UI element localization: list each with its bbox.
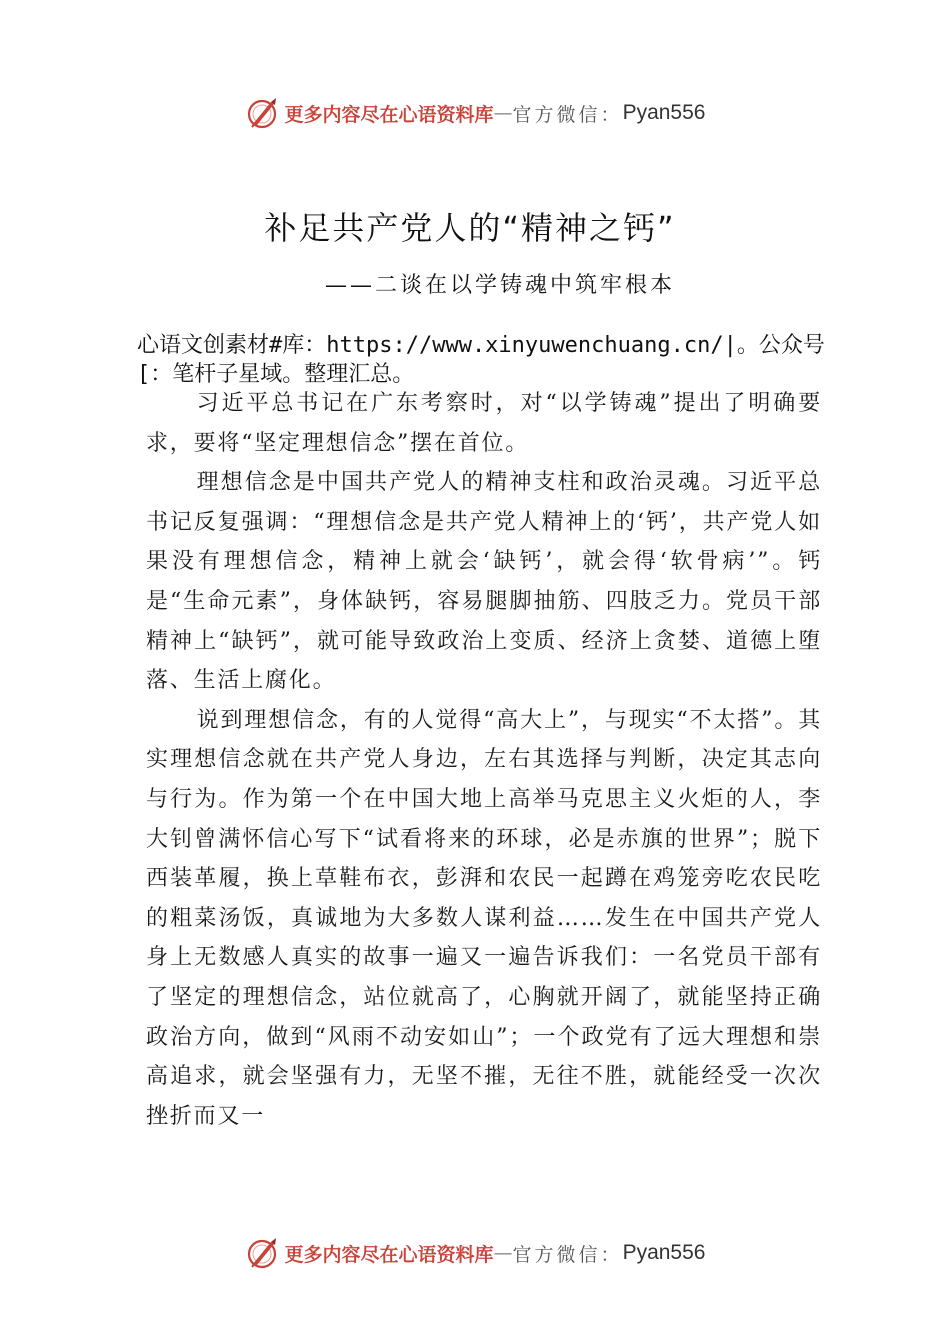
document-title: 补足共产党人的“精神之钙” [264, 209, 676, 247]
banner-separator: — [493, 102, 513, 124]
header-banner [0, 93, 950, 133]
quill-pen-logo-icon [245, 96, 279, 130]
banner-separator: — [493, 1242, 513, 1264]
wechat-id: Pyan556 [622, 1241, 706, 1264]
footer-banner-content [245, 1236, 706, 1270]
paragraph-3: 说到理想信念，有的人觉得“高大上”，与现实“不太搭”。其实理想信念就在共产党人身边，左右其选择与判断，决定其志向与行为。作为第一个在中国大地上高举马克思主义火炬的人，李大钊曾满怀信心写下“试看将来的环球，必是赤旗的世界”；脱下西装革履，换上草鞋布衣，彭湃和农民一起蹲在鸡笼旁吃农民吃的粗菜汤饭，真诚地为大多数人谋利益……发生在中国共产党人身上无数感人真实的故事一遍又一遍告诉我们：一名党员干部有了坚定的理想信念，站位就高了，心胸就开阔了，就能坚持正确政治方向，做到“风雨不动安如山”；一个政党有了远大理想和崇高追求，就会坚强有力，无坚不摧，无往不胜，就能经受一次次挫折而又一 [146, 707, 822, 1129]
wechat-label: 官方微信： [512, 1243, 623, 1266]
paragraph-2: 理想信念是中国共产党人的精神支柱和政治灵魂。习近平总书记反复强调：“理想信念是共产党人精神上的‘钙’，共产党人如果没有理想信念，精神上就会‘缺钙’，就会得‘软骨病’”。钙是“生命元素”，身体缺钙，容易腿脚抽筋、四肢乏力。党员干部精神上“缺钙”，就可能导致政治上变质、经济上贪婪、道德上堕落、生活上腐化。 [146, 470, 822, 694]
document-body [146, 384, 822, 1136]
wechat-label: 官方微信： [512, 103, 623, 126]
paragraph-1: 习近平总书记在广东考察时，对“以学铸魂”提出了明确要求，要将“坚定理想信念”摆在首位。 [146, 391, 822, 456]
document-subtitle: ——二谈在以学铸魂中筑牢根本 [324, 273, 675, 298]
header-banner-content [245, 96, 706, 130]
brand-text: 更多内容尽在心语资料库 [284, 1243, 494, 1266]
brand-text: 更多内容尽在心语资料库 [284, 103, 494, 126]
quill-pen-logo-icon [245, 1236, 279, 1270]
footer-banner [0, 1233, 950, 1273]
wechat-id: Pyan556 [622, 101, 706, 124]
source-line: 心语文创素材#库：https://www.xinyuwenchuang.cn/|。公众号[：笔杆子星域。整理汇总。 [137, 333, 825, 387]
